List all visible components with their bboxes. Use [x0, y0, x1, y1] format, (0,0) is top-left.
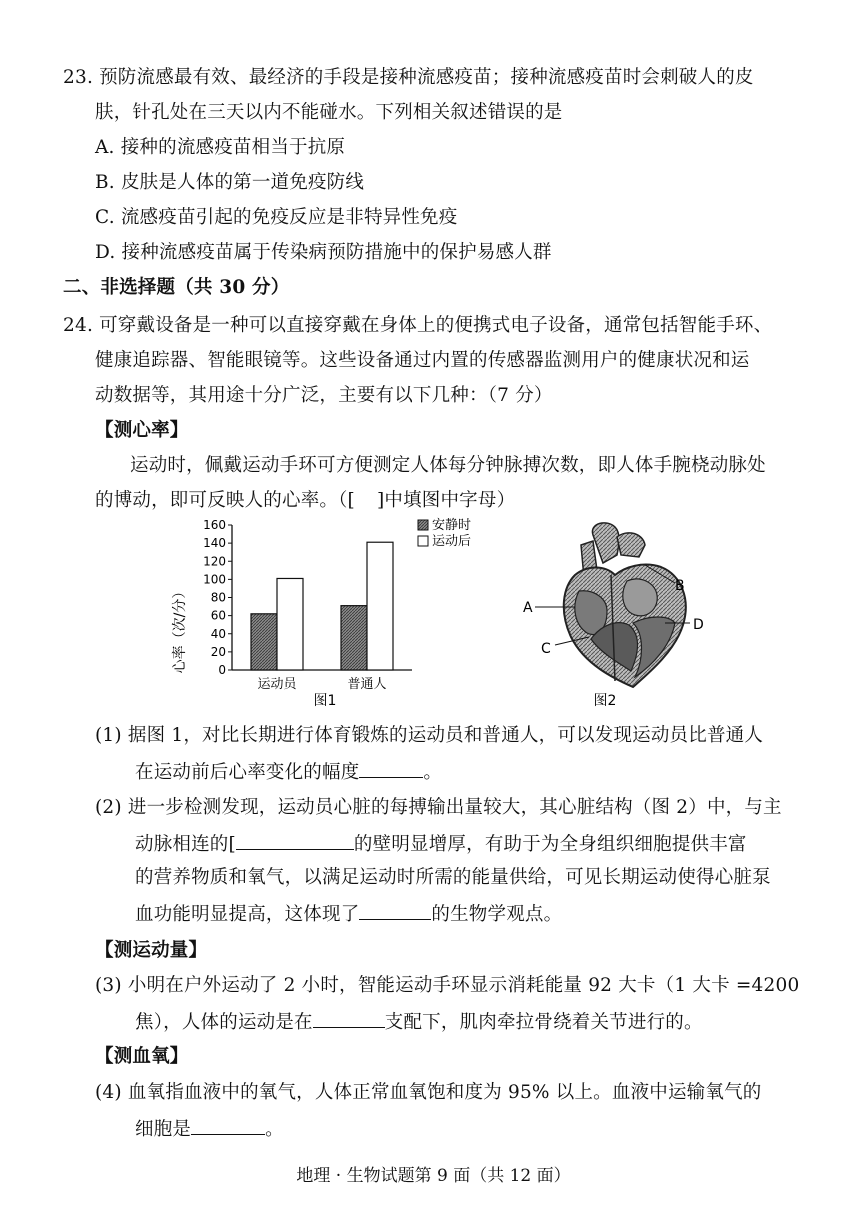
fig2-label-a: A — [523, 600, 533, 616]
heart-rate-text-line2 — [95, 489, 515, 513]
sub4-text-a: 细胞是 — [135, 1119, 192, 1140]
fig1-bar-chart — [160, 515, 500, 715]
heart-rate-heading: 【测心率】 — [95, 420, 189, 441]
sub2-line3: 的营养物质和氧气，以满足运动时所需的能量供给，可见长期运动使得心脏泵 — [135, 867, 771, 888]
page-footer: 地理 · 生物试题第 9 面（共 12 面） — [296, 1166, 571, 1186]
section-title: 二、非选择题（共 30 分） — [63, 277, 290, 298]
q24-intro-line2: 健康追踪器、智能眼镜等。这些设备通过内置的传感器监测用户的健康状况和运 — [95, 350, 750, 371]
fig2-caption: 图2 — [593, 693, 617, 709]
sub3-text-b: 支配下，肌肉牵拉骨绕着关节进行的。 — [384, 1012, 703, 1033]
sub3-text-a: 焦），人体的运动是在 — [135, 1012, 313, 1033]
fig2-label-c: C — [541, 641, 551, 657]
sub2-text-a: 动脉相连的[ — [135, 834, 236, 855]
sub2-text-b: 的壁明显增厚，有助于为全身组织细胞提供丰富 — [353, 834, 747, 855]
sub4-text-b: 。 — [265, 1119, 284, 1140]
sub1-text-b: 。 — [423, 762, 443, 783]
q23-option-b: B. 皮肤是人体的第一道免疫防线 — [95, 172, 365, 193]
legend-swatch — [418, 520, 428, 530]
y-tick-label: 160 — [203, 518, 226, 532]
q23-option-d: D. 接种流感疫苗属于传染病预防措施中的保护易感人群 — [95, 242, 552, 263]
legend-label: 安静时 — [432, 518, 472, 533]
heart-drawing — [564, 523, 686, 687]
q23-option-c: C. 流感疫苗引起的免疫反应是非特异性免疫 — [95, 207, 458, 228]
y-tick-label: 40 — [210, 626, 226, 641]
y-tick-label: 120 — [203, 554, 226, 569]
sub2-answer-blank-1[interactable] — [236, 831, 354, 850]
fig2-label-d: D — [693, 617, 704, 633]
q23-stem-line2: 肤，针孔处在三天以内不能碰水。下列相关叙述错误的是 — [95, 102, 563, 123]
sub3-line1: (3) 小明在户外运动了 2 小时，智能运动手环显示消耗能量 92 大卡（1 大卡 =4200 — [95, 975, 800, 996]
q24-intro-line3: 动数据等，其用途十分广泛，主要有以下几种：（7 分） — [95, 385, 553, 406]
y-tick-label: 0 — [218, 663, 226, 677]
y-tick-label: 60 — [210, 608, 226, 623]
fig2-label-b: B — [675, 578, 685, 594]
fig1-caption: 图1 — [313, 693, 337, 709]
sub4-line2 — [135, 1116, 284, 1142]
legend-label: 运动后 — [432, 534, 472, 549]
x-category-label: 普通人 — [347, 677, 387, 692]
sub2-text-d: 的生物学观点。 — [431, 904, 563, 925]
bar-rest — [251, 614, 277, 670]
bar-exercise — [277, 578, 303, 670]
y-tick-label: 140 — [203, 536, 226, 551]
sub1-line2 — [135, 759, 442, 785]
heart-rate-text-b: ]中填图中字母） — [376, 490, 516, 511]
fig2-heart-diagram — [515, 515, 735, 715]
sub2-answer-blank-2[interactable] — [359, 901, 431, 920]
bar-exercise — [367, 542, 393, 670]
y-tick-label: 100 — [203, 572, 226, 587]
sub4-answer-blank[interactable] — [191, 1116, 265, 1135]
sub2-line2 — [135, 831, 747, 857]
y-tick-label: 80 — [210, 590, 226, 605]
exercise-heading: 【测运动量】 — [95, 940, 208, 961]
sub1-answer-blank[interactable] — [359, 759, 423, 778]
heart-rate-text-a: 的博动，即可反映人的心率。（[ — [95, 490, 355, 511]
x-category-label: 运动员 — [257, 677, 297, 692]
fig1-legend — [418, 517, 471, 549]
heart-rate-text-line1: 运动时，佩戴运动手环可方便测定人体每分钟脉搏次数，即人体手腕桡动脉处 — [130, 455, 766, 476]
q23-stem-line1: 23. 预防流感最有效、最经济的手段是接种流感疫苗；接种流感疫苗时会刺破人的皮 — [63, 67, 754, 88]
sub3-answer-blank[interactable] — [313, 1009, 385, 1028]
legend-swatch — [418, 536, 428, 546]
sub1-line1: (1) 据图 1，对比长期进行体育锻炼的运动员和普通人，可以发现运动员比普通人 — [95, 725, 764, 746]
oxygen-heading: 【测血氧】 — [95, 1046, 189, 1067]
bar-rest — [341, 606, 367, 670]
fig1-ylabel: 心率（次/分） — [172, 584, 188, 674]
q24-intro-line1: 24. 可穿戴设备是一种可以直接穿戴在身体上的便携式电子设备，通常包括智能手环、 — [63, 315, 773, 336]
sub3-line2 — [135, 1009, 703, 1035]
y-tick-label: 20 — [210, 644, 226, 659]
q23-option-a: A. 接种的流感疫苗相当于抗原 — [95, 137, 346, 158]
sub2-text-c: 血功能明显提高，这体现了 — [135, 904, 360, 925]
sub2-line1: (2) 进一步检测发现，运动员心脏的每搏输出量较大，其心脏结构（图 2）中，与主 — [95, 797, 782, 818]
sub2-line4 — [135, 901, 562, 927]
sub4-line1: (4) 血氧指血液中的氧气，人体正常血氧饱和度为 95% 以上。血液中运输氧气的 — [95, 1082, 762, 1103]
sub1-text-a: 在运动前后心率变化的幅度 — [135, 762, 360, 783]
figures — [160, 515, 720, 715]
